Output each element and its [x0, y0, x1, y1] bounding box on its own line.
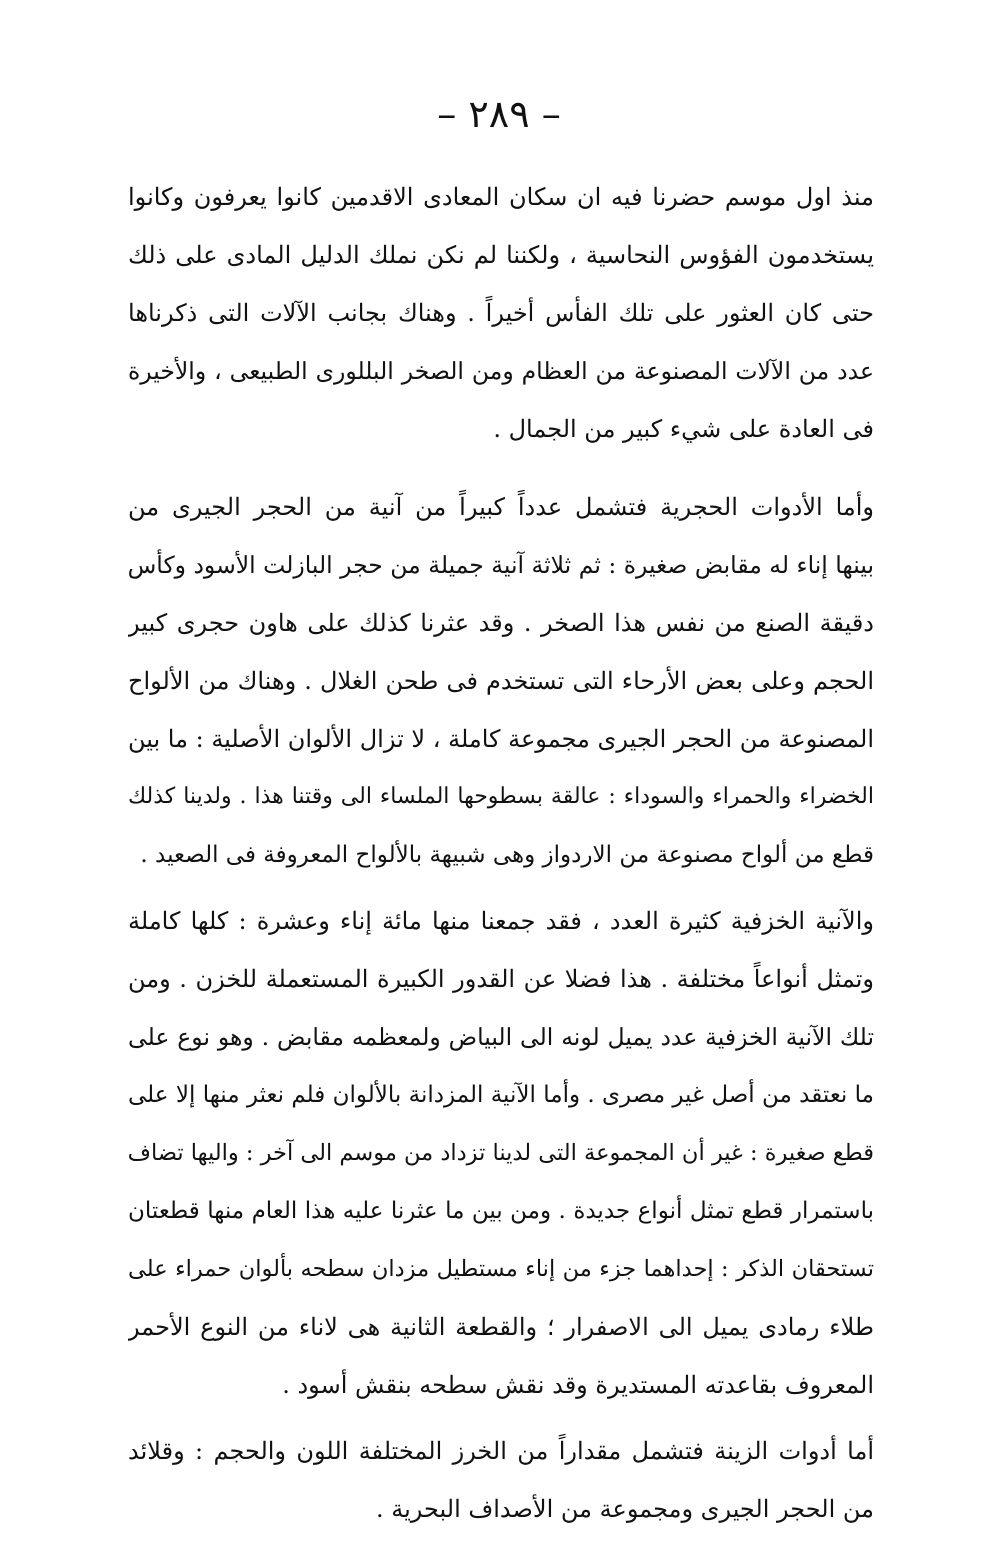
text-line: قطع صغيرة : غير أن المجموعة التى لدينا تزداد من موسم الى آخر : واليها تضاف — [128, 1140, 874, 1166]
body-text — [128, 168, 874, 1538]
text-line: طلاء رمادى يميل الى الاصفرار ؛ والقطعة الثانية هى لاناء من النوع الأحمر — [128, 1313, 874, 1341]
text-line: الخضراء والحمراء والسوداء : عالقة بسطوحها الملساء الى وقتنا هذا . ولدينا كذلك — [128, 784, 874, 809]
text-line: باستمرار قطع تمثل أنواع جديدة . ومن بين ما عثرنا عليه هذا العام منها قطعتان — [128, 1198, 874, 1224]
text-line: بينها إناء له مقابض صغيرة : ثم ثلاثة آنية جميلة من حجر البازلت الأسود وكأس — [128, 551, 874, 579]
text-line: فى العادة على شيء كبير من الجمال . — [493, 415, 874, 443]
text-line: تلك الآنية الخزفية عدد يميل لونه الى البياض ولمعظمه مقابض . وهو نوع على — [128, 1023, 874, 1051]
text-line: من الحجر الجيرى ومجموعة من الأصداف البحرية . — [375, 1495, 874, 1523]
paragraph-ornaments — [128, 1422, 874, 1538]
text-line: وتمثل أنواعاً مختلفة . هذا فضلا عن القدور الكبيرة المستعملة للخزن . ومن — [128, 965, 874, 993]
text-line: أما أدوات الزينة فتشمل مقداراً من الخرز المختلفة اللون والحجم : وقلائد — [128, 1437, 874, 1465]
paragraph-pottery — [128, 892, 874, 1414]
text-line: قطع من ألواح مصنوعة من الاردواز وهى شبيهة بالألواح المعروفة فى الصعيد . — [140, 842, 874, 868]
text-line: المعروف بقاعدته المستديرة وقد نقش سطحه بنقش أسود . — [282, 1371, 874, 1399]
text-line: حتى كان العثور على تلك الفأس أخيراً . وهناك بجانب الآلات التى ذكرناها — [128, 299, 874, 327]
text-line: دقيقة الصنع من نفس هذا الصخر . وقد عثرنا كذلك على هاون حجرى كبير — [128, 609, 874, 637]
text-line: المصنوعة من الحجر الجيرى مجموعة كاملة ، لا تزال الألوان الأصلية : ما بين — [128, 725, 874, 753]
text-line: تستحقان الذكر : إحداهما جزء من إناء مستطيل مزدان سطحه بألوان حمراء على — [128, 1256, 874, 1282]
text-line: ما نعتقد من أصل غير مصرى . وأما الآنية المزدانة بالألوان فلم نعثر منها إلا على — [128, 1082, 874, 1108]
text-line: يستخدمون الفؤوس النحاسية ، ولكننا لم نكن نملك الدليل المادى على ذلك — [128, 241, 874, 269]
text-line: الحجم وعلى بعض الأرحاء التى تستخدم فى طحن الغلال . وهناك من الألواح — [128, 667, 874, 695]
paragraph-copper-axes — [128, 168, 874, 458]
paragraph-stone-tools — [128, 478, 874, 884]
text-line: منذ اول موسم حضرنا فيه ان سكان المعادى الاقدمين كانوا يعرفون وكانوا — [128, 183, 874, 211]
page-number: – ٢٨٩ – — [437, 92, 561, 136]
text-line: وأما الأدوات الحجرية فتشمل عدداً كبيراً من آنية من الحجر الجيرى من — [128, 493, 874, 521]
text-line: عدد من الآلات المصنوعة من العظام ومن الصخر البللورى الطبيعى ، والأخيرة — [128, 357, 874, 385]
text-line: والآنية الخزفية كثيرة العدد ، فقد جمعنا منها مائة إناء وعشرة : كلها كاملة — [128, 907, 874, 935]
